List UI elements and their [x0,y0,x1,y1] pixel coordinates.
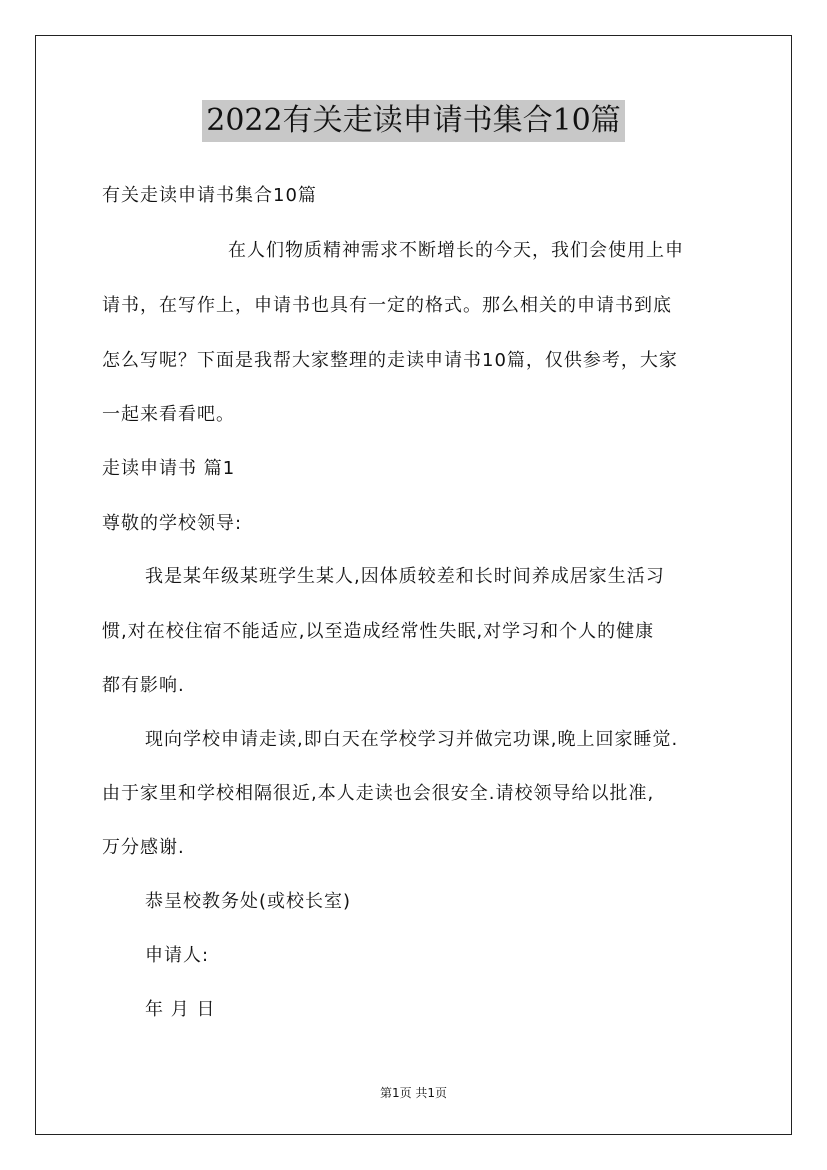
salutation: 尊敬的学校领导: [102,513,243,534]
body-line-4: 现向学校申请走读,即白天在学校学习并做完功课,晚上回家睡觉. [145,729,679,750]
intro-line-4: 一起来看看吧。 [102,404,235,425]
applicant-line: 申请人: [145,945,210,966]
intro-line-1: 在人们物质精神需求不断增长的今天，我们会使用上申 [228,240,684,261]
intro-line-2: 请书，在写作上，申请书也具有一定的格式。那么相关的申请书到底 [102,295,672,316]
subtitle-line: 有关走读申请书集合10篇 [102,185,317,206]
document-title: 2022有关走读申请书集合10篇 [202,100,625,142]
body-line-5: 由于家里和学校相隔很近,本人走读也会很安全.请校领导给以批准, [102,783,655,804]
date-line: 年 月 日 [145,999,216,1020]
title-container [0,100,827,142]
body-line-1: 我是某年级某班学生某人,因体质较差和长时间养成居家生活习 [145,566,665,587]
body-line-3: 都有影响. [102,675,185,696]
page-footer: 第1页 共1页 [379,1086,448,1100]
body-line-2: 惯,对在校住宿不能适应,以至造成经常性失眠,对学习和个人的健康 [102,621,655,642]
intro-line-3: 怎么写呢？下面是我帮大家整理的走读申请书10篇，仅供参考，大家 [102,350,678,371]
recipient-line: 恭呈校教务处(或校长室) [145,891,352,912]
body-line-6: 万分感谢. [102,837,185,858]
section-heading: 走读申请书 篇1 [102,458,236,479]
